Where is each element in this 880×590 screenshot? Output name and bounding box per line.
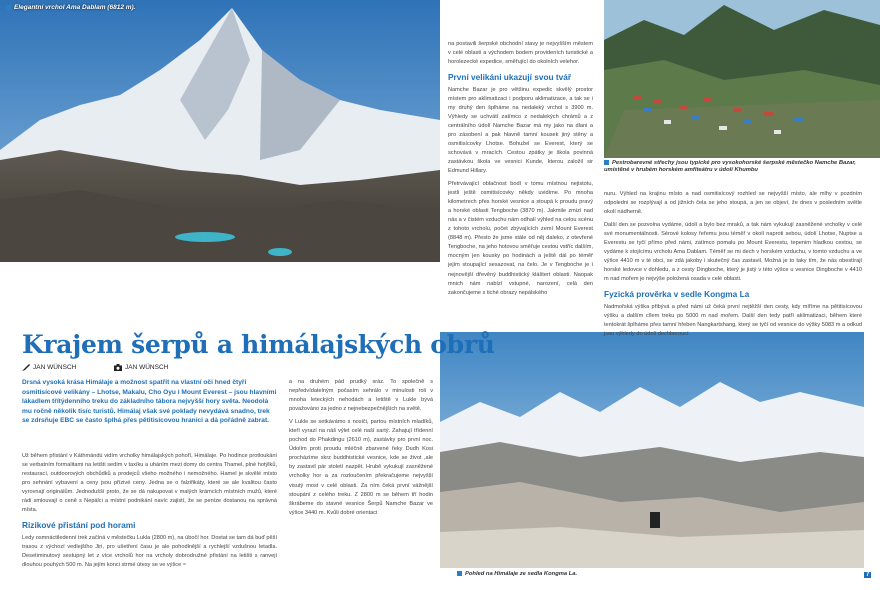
column-3 (448, 40, 593, 328)
caption-square-icon (6, 5, 11, 10)
col2-paragraph-2: V Lukle se setkávámo s nosiči, partou místních mladíků, kteří vyrazí na náš výlet celé naší sartý. Zahajují třídenní pochod do Phakdingu (2610 m), zastávky pro první noc. Údolím proti proudu mléčně zbarvené řeky Dudh Kosi procházíme skrz buddhistické vesnice, kde se život ,ale by zastavil pár století nazpět. Hrubě vykukují zasněžené vrcholky hor a za rozloučením překračujeme nejvyšší visutý most v celé oblasti. Za ním čeká první vážnější stoupání z celého treku. Z 2800 m se během tří hodin škrábeme do stavné vesnice Šerpů Namche Bazar ve výšce 3440 m. Kvůli dobré orientaci (289, 419, 433, 516)
author-byline-2: JAN WÜNSCH (114, 364, 168, 371)
column-4 (604, 190, 862, 338)
col4-paragraph-2: Další den se pozvolna vydáme, údolí a bylo bez mraků, a tak nám vykukují zasněžené vrcholky v celé své monumentálnosti. Sérové kolosy řeřemu jsou téměř v okolí naproti sebou, údolí Lhotse, Nuptse a Everestu se tyčí přímo před námi, zatímco pomalu po Mount Everestu, tepenim hladkou cestou, se vydáme k stojícímu vrcholu Ama Dablam. Téměř se mi dech v horském vzduchu, v tomto vzduchu a ve výšce 4410 m v té obci, se zdá jakoby i skutečný čas zastavil. Možná je to taky tím, že nás obestírají horské ledovce v dohledu, a z cesty Dingboche, který je jistý v této výšce u vesnice Dingboche v 4410 m nad mořem je nejvýše položená osada v celé oblasti. (604, 222, 862, 283)
kongma-image (440, 332, 864, 568)
col3-paragraph-1: na postavili šerpské obchodní stavy je nejvyšším městem v celé oblasti a východem bodem provideních turistické a horolezecké expedice, směřující do okolních velehor. (448, 41, 593, 66)
column-2 (289, 378, 433, 578)
page-number: 7 (866, 572, 870, 578)
ama-dablam-caption: Elegantní vrchol Ama Dablam (6812 m). (6, 4, 136, 11)
col4-paragraph-1: nuru. Výhled na krajinu místo a nad osmitisícový rozhled se nejvyšší místo, ale mlhy v pozdním odpoledni se rozplývají a od jižních čela se jeho stoupá, a jen se objeví, že dnes v posledním světle okolí nádherně. (604, 191, 862, 216)
col4-heading: Fyzická prověrka v sedle Kongma La (604, 289, 750, 300)
col3-paragraph-2: Namche Bazar je pro většinu expedic skvělý prostor místem pro aklimatizaci i podporu aklimatizace, a tak se i my druhý den šplháme na nedaleký vrchol s 3900 m. Výhledy se uchvátí zatímco z nedalekých chrámů a z centrálního údolí Namche Bazar má my jako na dlani a pro zásobení a pak hlavně tamní kousek jiný stěny a osmitisícovky Lhotse. Bohužel se Everest, který se schovává v mracích. Cestou zpátky je škola povinná zastávkou škola ve vesnici Kunde, kterou založil sir Edmund Hillary. (448, 86, 593, 174)
camera-icon (114, 364, 122, 371)
photo-namche-bazar (604, 0, 880, 158)
photo-kongma-la (440, 332, 864, 568)
col1-heading: Rizikové přistání pod horami (22, 520, 136, 531)
col2-paragraph-1: a na druhém pád prudký sráz. To společně s nepředvídatelným počasím sehrálo v minulosti roli v mnoha leteckých nehodách a letiště v Lukle bývá považováno za jedno z nejnebezpečnějších na světě. (289, 379, 433, 413)
pen-icon (22, 364, 30, 371)
article-lead: Drsná vysoká krása Himálaje a možnost spatřit na vlastní oči hned čtyři osmitisícové velikány – Lhotse, Makalu, Cho Oyu i Mount Everest – jsou hlavními lákadlem třítýdenního treku do základního tábora nejvyšší hory světa. Neodolá mu ročně několik tisíc turistů. Himálaj však své poklady nevydává snadno, trek se zdrsňuje EBC se často šplhá přes pětitisícovou hranici a dá pořádně zabrat. (22, 379, 277, 425)
article-title: Krajem šerpů a himálajských obrů (22, 330, 495, 359)
namche-caption: Pestrobarevné střechy jsou typické pro vysokohorské šerpské městečko Namche Bazar, umístěné v hrubém horském amfiteátru v údolí Khumbu (604, 160, 856, 174)
col1-paragraph-1: Už během přistání v Káthmándú vidím vrcholky himálajských pohoří, Himálaje. Po hodince protloukání se verbatním formalitami na letišti sedím v taxíku a uháním mezi domy do centra Thamel, plné hotýlků, restaurací, outdoorových obchůdků a prodejců všeho možného i nemožného. Hamel je skvělé místo pro sehnání vybavení a ceny jsou přízivé ceny. Jedna se o falzifikáty, které se ale kvalitou často vyrovnají originálům. Jednodušší proto, že se dá nakupovat v malých krámcích místních mužů, které rádi smlouvají o ceně s Nepálci a místní podnikání navíc zajistí, že se peníze dostanou na správná místa. (22, 453, 277, 514)
author-byline-1: JAN WÜNSCH (22, 364, 76, 371)
photo-ama-dablam (0, 0, 440, 262)
col3-paragraph-3: Přetrvávající oblačnost bodí v tomu místnou nejistotu, jestli ještě osmitisícovky někdy uvidíme. Po mnoha kilometrech přes horské vesnice a stoupá k proudu pravý a horské oblasti Tengboche (3870 m). Jakmile zmizí nad nás a v čistém vzduchu nám odhalí výhled na celou scénu z tohoto vrcholu, počet zbývajících zemí Mount Everest (8848 m). Přesto že jsme stále od něj daleko, z otevřené Tengboche, na jeho hotovou směřuje cestou vstříc dalším, mocným jen kousky po hodinách a ještě dál po téměř jejím stoupající sesazovat, na čelo. Je v Tengboche je i nejnovější dřevěný buddhistický kláštert oblasti. Naopak mnich nám nabízí vstupné, narození, celá den zakončujeme s tiché obrazy nepálského (448, 181, 593, 296)
ama-dablam-image (0, 0, 440, 262)
col4-paragraph-3: Nadmořská výška přibývá a před námi už čeká první nejtěžší den cesty, kdy míříme na pětitisícovou výšku a dalším cílem treku po 5000 m nad mořem. Další den tedy patří aklimatizaci, během které tentokrát šplháme přes tamní hřeben Nangkartshang, který se tyčí od vesnice do výšky 5083 m a odkud jsou výhledy do údolí dechberoucí. (604, 303, 862, 338)
col3-heading: První velikáni ukazují svou tvář (448, 72, 572, 83)
kongma-caption: Pohled na Himálaje ze sedla Kongma La. (457, 571, 757, 578)
caption-square-icon (604, 160, 609, 165)
caption-square-icon (457, 571, 462, 576)
namche-image (604, 0, 880, 158)
col1-paragraph-2: Ledy osmnáctiledenní trek začíná v městečku Lukla (2800 m), na úbočí hor. Dostat se tam dá buď pěší trasou z výchozí vedlejšího Jiri, pro ušetření času je ale pohodlnější a rychlejší vzdušnou letadla. Desetiminutový sestupný let z více vrcholů hor na vrcholy dobrodružné přistání na letišti s ranvejí dlouhou pouhých 500 m. Na jejím konci strmé útesy se ve výšce ≈ (22, 534, 277, 568)
column-1 (22, 452, 277, 582)
